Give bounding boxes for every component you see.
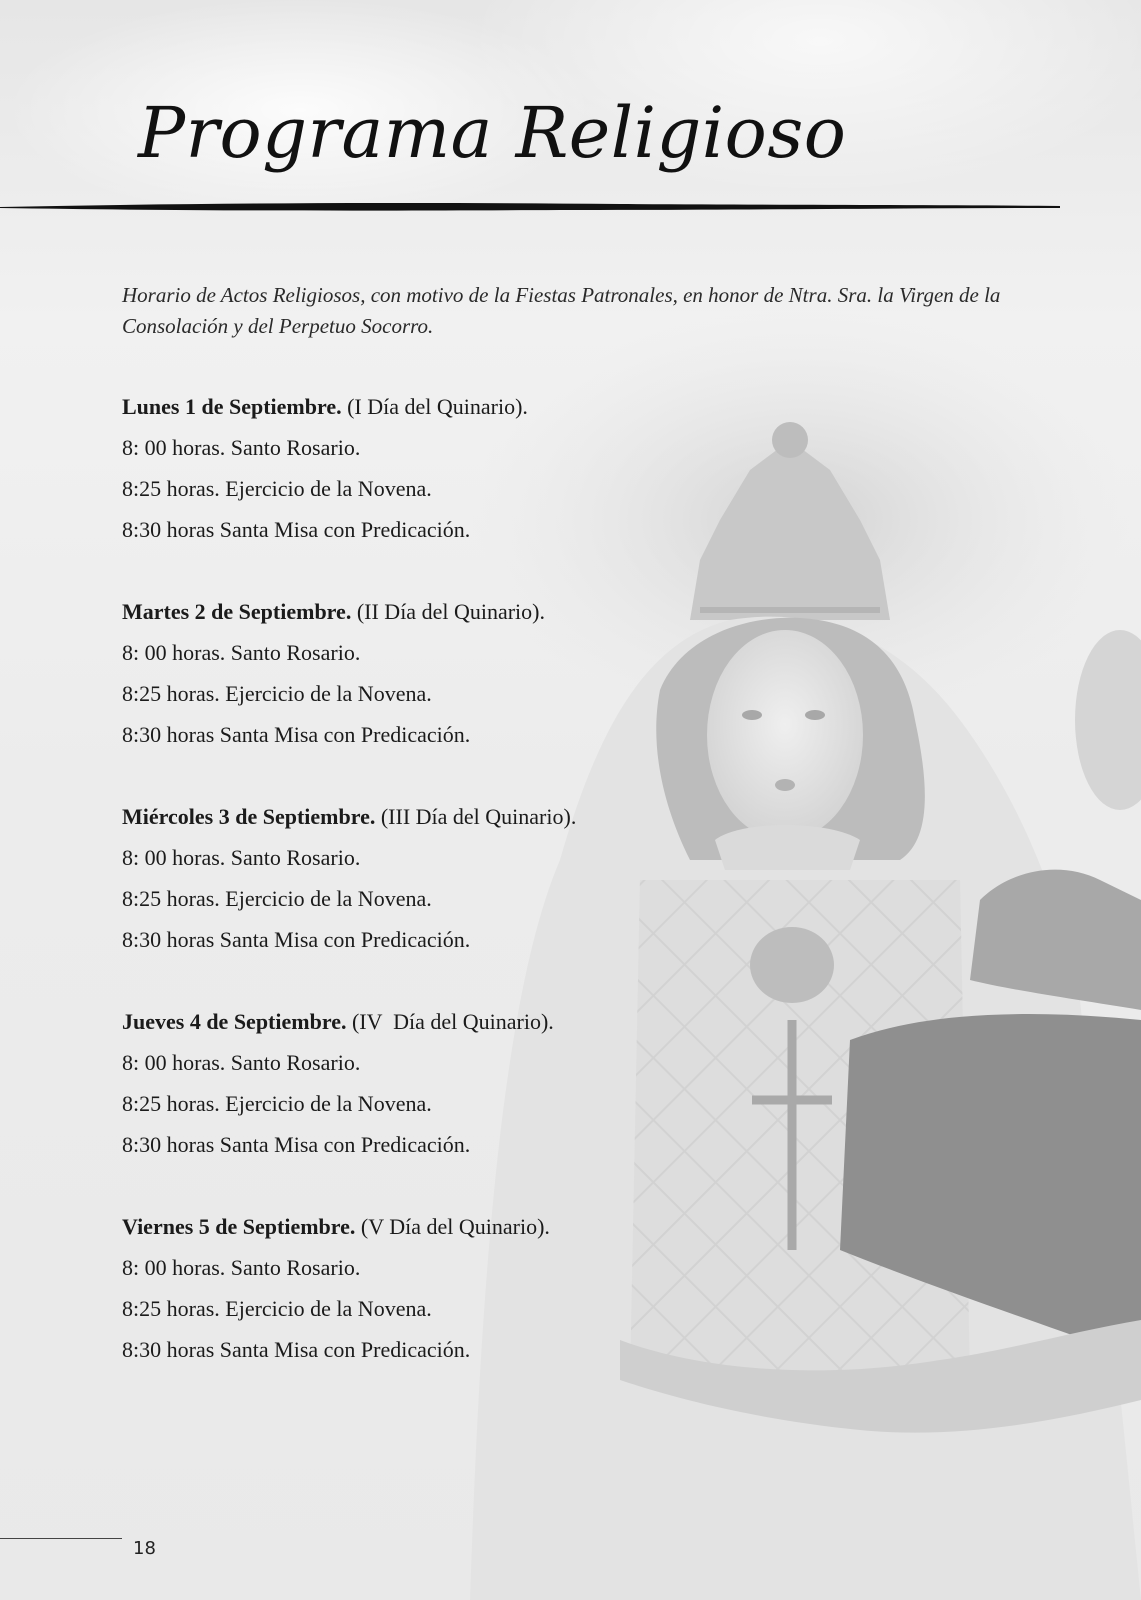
day-block xyxy=(122,591,842,796)
day-note: (IV Día del Quinario). xyxy=(351,1009,554,1034)
event-rosario: 8: 00 horas. Santo Rosario. xyxy=(122,435,361,460)
day-title: Jueves 4 de Septiembre. xyxy=(122,1009,347,1034)
day-title: Martes 2 de Septiembre. xyxy=(122,599,352,624)
day-note: (II Día del Quinario). xyxy=(356,599,545,624)
day-heading xyxy=(122,796,842,837)
page-title: Programa Religioso xyxy=(138,92,847,174)
event-misa: 8:30 horas Santa Misa con Predicación. xyxy=(122,1132,471,1157)
day-title: Viernes 5 de Septiembre. xyxy=(122,1214,356,1239)
day-note: (III Día del Quinario). xyxy=(380,804,577,829)
day-note: (I Día del Quinario). xyxy=(347,394,528,419)
day-heading xyxy=(122,1206,842,1247)
day-title: Miércoles 3 de Septiembre. xyxy=(122,804,376,829)
event-misa: 8:30 horas Santa Misa con Predicación. xyxy=(122,517,471,542)
day-note: (V Día del Quinario). xyxy=(360,1214,550,1239)
day-block xyxy=(122,386,842,591)
intro-text: Horario de Actos Religiosos, con motivo de la Fiestas Patronales, en honor de Ntra. Sra. la Virgen de la Consolación y del Perpetuo Socorro. xyxy=(122,283,1001,338)
event-novena: 8:25 horas. Ejercicio de la Novena. xyxy=(122,886,432,911)
event-misa: 8:30 horas Santa Misa con Predicación. xyxy=(122,722,471,747)
event-misa: 8:30 horas Santa Misa con Predicación. xyxy=(122,927,471,952)
day-block xyxy=(122,1001,842,1206)
event-rosario: 8: 00 horas. Santo Rosario. xyxy=(122,1255,361,1280)
event-novena: 8:25 horas. Ejercicio de la Novena. xyxy=(122,681,432,706)
event-rosario: 8: 00 horas. Santo Rosario. xyxy=(122,640,361,665)
page-number: 18 xyxy=(133,1538,156,1559)
day-heading xyxy=(122,386,842,427)
event-rosario: 8: 00 horas. Santo Rosario. xyxy=(122,1050,361,1075)
footer-rule xyxy=(0,1538,122,1539)
title-underline xyxy=(0,199,1060,213)
day-title: Lunes 1 de Septiembre. xyxy=(122,394,342,419)
event-novena: 8:25 horas. Ejercicio de la Novena. xyxy=(122,1091,432,1116)
event-novena: 8:25 horas. Ejercicio de la Novena. xyxy=(122,476,432,501)
event-misa: 8:30 horas Santa Misa con Predicación. xyxy=(122,1337,471,1362)
day-block xyxy=(122,796,842,1001)
day-block xyxy=(122,1206,842,1411)
day-heading xyxy=(122,1001,842,1042)
schedule-list xyxy=(122,386,842,1411)
event-rosario: 8: 00 horas. Santo Rosario. xyxy=(122,845,361,870)
event-novena: 8:25 horas. Ejercicio de la Novena. xyxy=(122,1296,432,1321)
day-heading xyxy=(122,591,842,632)
